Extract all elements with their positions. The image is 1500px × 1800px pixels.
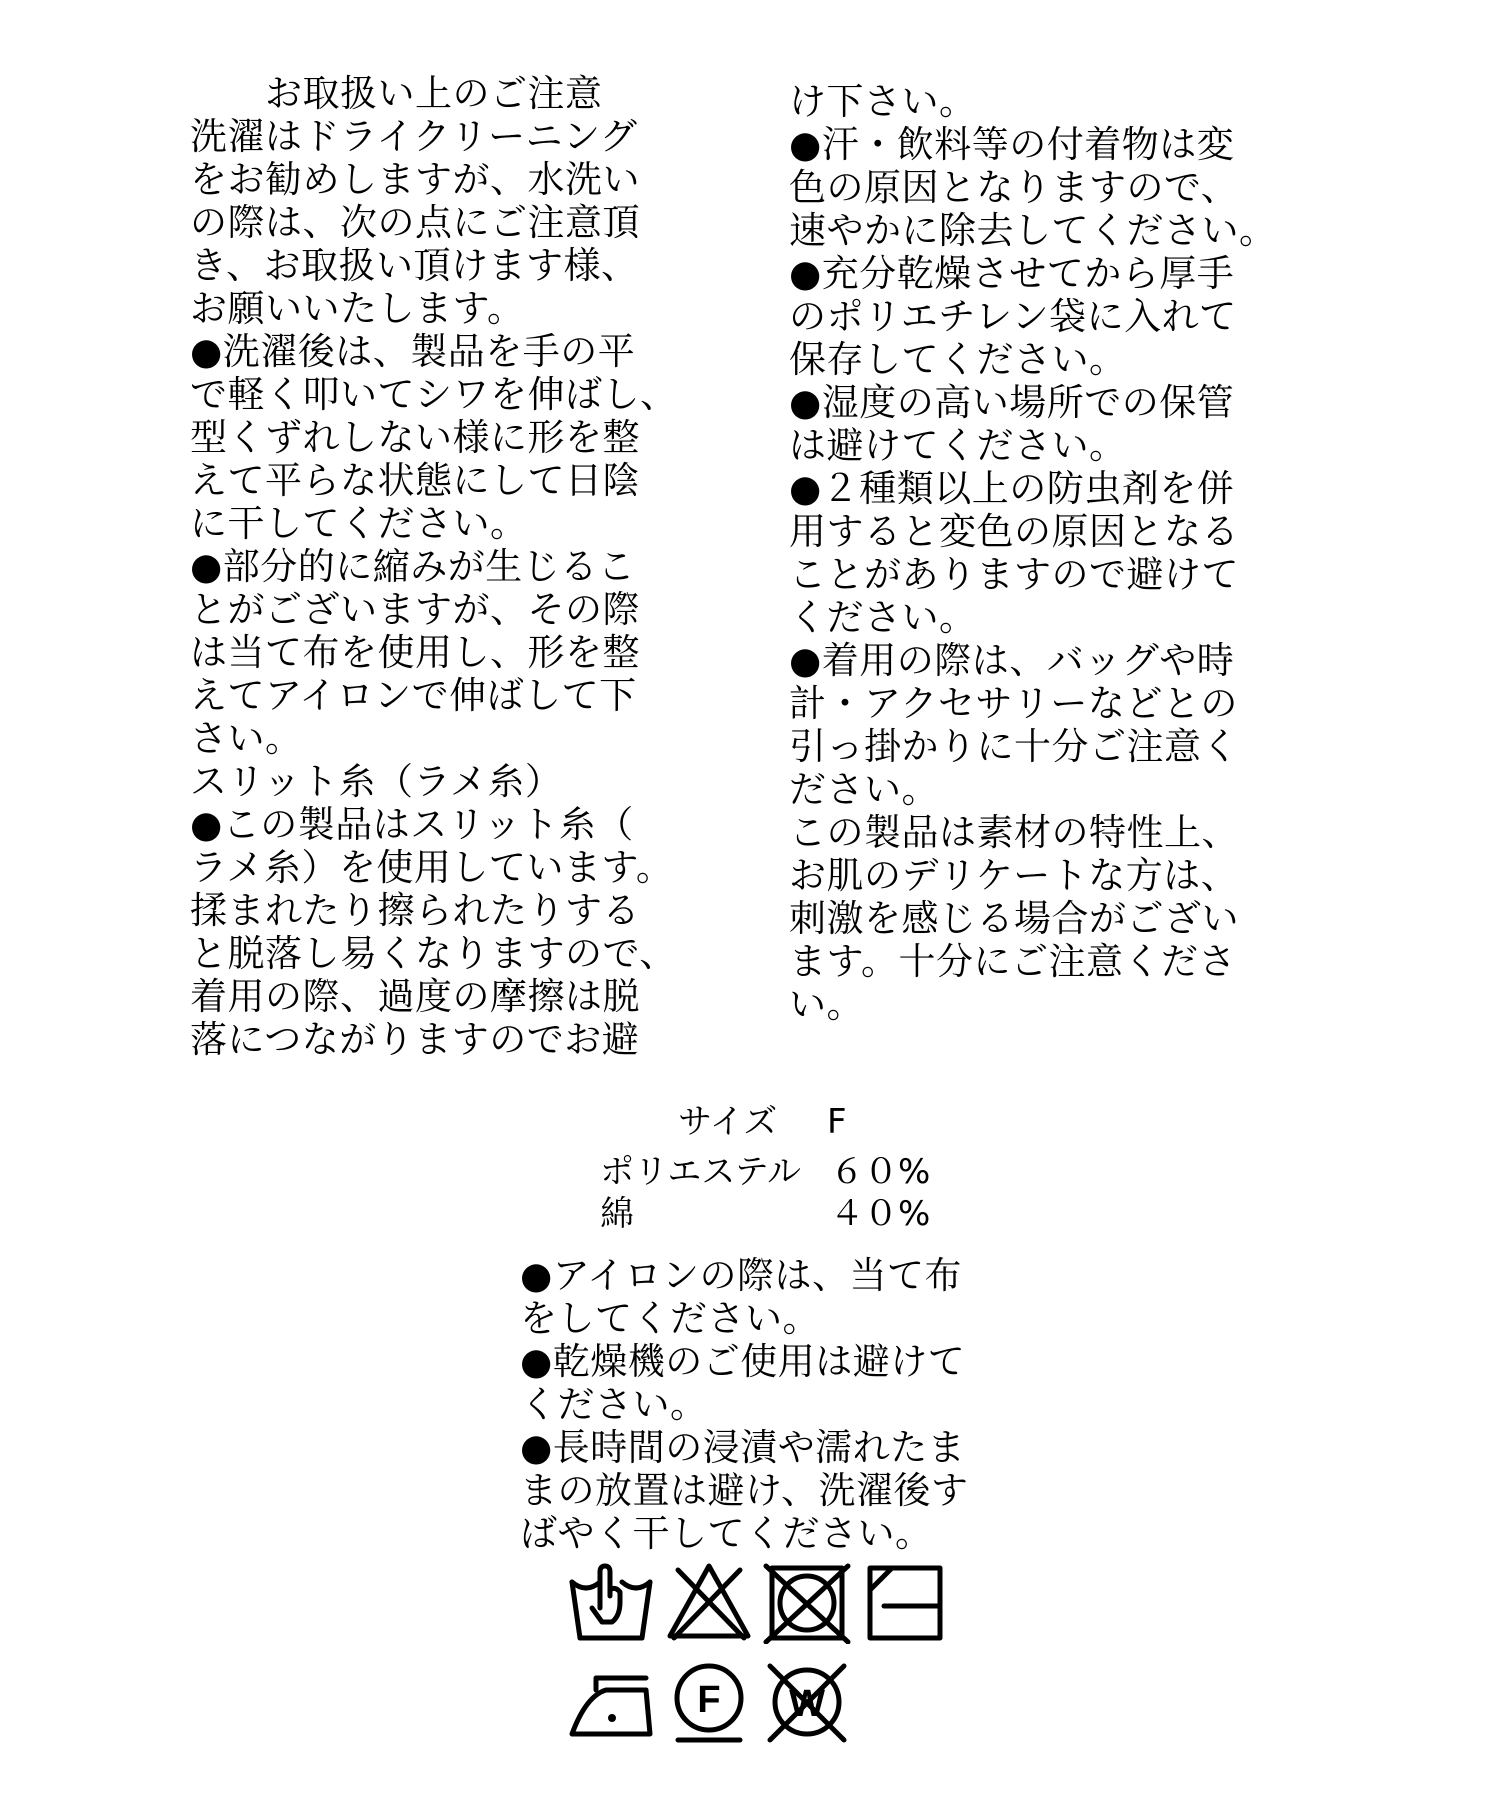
care-notes-left-column (190, 72, 678, 1061)
care-note-line: ラメ糸）を使用しています。 (190, 846, 674, 889)
care-note-line: 速やかに除去してください。 (789, 209, 1277, 252)
care-note-line: ことがありますので避けて (789, 553, 1239, 596)
care-note-line: 着用の際、過度の摩擦は脱 (190, 975, 640, 1018)
care-note-line: 揉まれたり擦られたりする (190, 889, 640, 932)
dry-flat-in-shade-icon (860, 1560, 950, 1644)
care-note-line: ばやく干してください。 (520, 1512, 933, 1555)
care-note-line: 型くずれしない様に形を整 (190, 416, 640, 459)
care-note-line: まの放置は避け、洗濯後す (520, 1469, 969, 1512)
care-note-line: け下さい。 (789, 80, 977, 123)
iron-low-temperature-icon (566, 1660, 656, 1744)
material-percent: ４０% (830, 1194, 931, 1234)
care-note-line: 落につながりますのでお避 (190, 1018, 640, 1061)
care-note-line: のポリエチレン袋に入れて (789, 295, 1237, 338)
dry-clean-f-icon (664, 1660, 754, 1748)
material-name: ポリエステル (600, 1152, 801, 1192)
care-note-line: い。 (789, 983, 864, 1026)
care-note-line: に干してください。 (190, 502, 528, 545)
care-note-line: は避けてください。 (789, 424, 1127, 467)
hand-wash-icon (566, 1560, 656, 1644)
care-note-line: ます。十分にご注意くださ (789, 940, 1237, 983)
care-note-line: ●着用の際は、バッグや時 (789, 639, 1235, 682)
care-note-line: 洗濯はドライクリーニング (190, 115, 638, 158)
no-bleach-icon (664, 1560, 754, 1644)
care-note-line: ●２種類以上の防虫剤を併 (789, 467, 1235, 510)
care-note-line: ●部分的に縮みが生じるこ (190, 545, 636, 588)
care-note-line: ●長時間の浸漬や濡れたま (520, 1426, 966, 1469)
care-note-line: で軽く叩いてシワを伸ばし、 (190, 373, 678, 416)
care-note-line: ●湿度の高い場所での保管 (789, 381, 1235, 424)
care-note-line: 用すると変色の原因となる (789, 510, 1239, 553)
care-note-line: えてアイロンで伸ばして下 (190, 674, 637, 717)
care-note-line: ●充分乾燥させてから厚手 (789, 252, 1235, 295)
bottom-care-notes (520, 1254, 969, 1555)
care-note-heading: スリット糸（ラメ糸） (190, 760, 563, 803)
care-symbols (566, 1560, 966, 1760)
care-note-line: 刺激を感じる場合がござい (789, 897, 1239, 940)
wet-clean-letter: W (789, 1683, 825, 1725)
care-note-line: 保存してください。 (789, 338, 1127, 381)
care-note-line: ●洗濯後は、製品を手の平 (190, 330, 636, 373)
care-note-line: えて平らな状態にして日陰 (190, 459, 640, 502)
care-note-line: は当て布を使用し、形を整 (190, 631, 640, 674)
size-value: F (827, 1102, 847, 1142)
no-tumble-dry-icon (762, 1560, 852, 1644)
care-note-line: さい。 (190, 717, 303, 760)
care-note-line: をお勧めしますが、水洗い (190, 158, 640, 201)
care-note-line: この製品は素材の特性上、 (789, 811, 1239, 854)
material-name: 綿 (600, 1194, 634, 1234)
care-note-line: と脱落し易くなりますので、 (190, 932, 677, 975)
dry-clean-letter: F (697, 1679, 721, 1721)
care-note-line: ●この製品はスリット糸（ (190, 803, 634, 846)
care-note-line: お肌のデリケートな方は、 (789, 854, 1239, 897)
size-label: サイズ (678, 1102, 778, 1142)
care-note-line: ださい。 (789, 768, 939, 811)
care-note-line: ください。 (520, 1383, 708, 1426)
care-note-line: き、お取扱い頂けます様、 (190, 244, 639, 287)
care-notes-right-column (789, 80, 1277, 1026)
material-percent: ６０% (830, 1152, 931, 1192)
no-wet-clean-icon (762, 1660, 852, 1744)
care-note-line: 引っ掛かりに十分ご注意く (789, 725, 1239, 768)
care-note-line: 色の原因となりますので、 (789, 166, 1239, 209)
care-note-line: 計・アクセサリーなどとの (789, 682, 1238, 725)
care-note-line: ください。 (789, 596, 977, 639)
care-note-line: とがございますが、その際 (190, 588, 640, 631)
care-note-line: ●乾燥機のご使用は避けて (520, 1340, 966, 1383)
care-note-line: ●汗・飲料等の付着物は変 (789, 123, 1235, 166)
care-note-title: お取扱い上のご注意 (190, 72, 603, 115)
care-note-line: お願いいたします。 (190, 287, 525, 330)
care-note-line: ●アイロンの際は、当て布 (520, 1254, 962, 1297)
care-note-line: の際は、次の点にご注意頂 (190, 201, 640, 244)
care-note-line: をしてください。 (520, 1297, 820, 1340)
